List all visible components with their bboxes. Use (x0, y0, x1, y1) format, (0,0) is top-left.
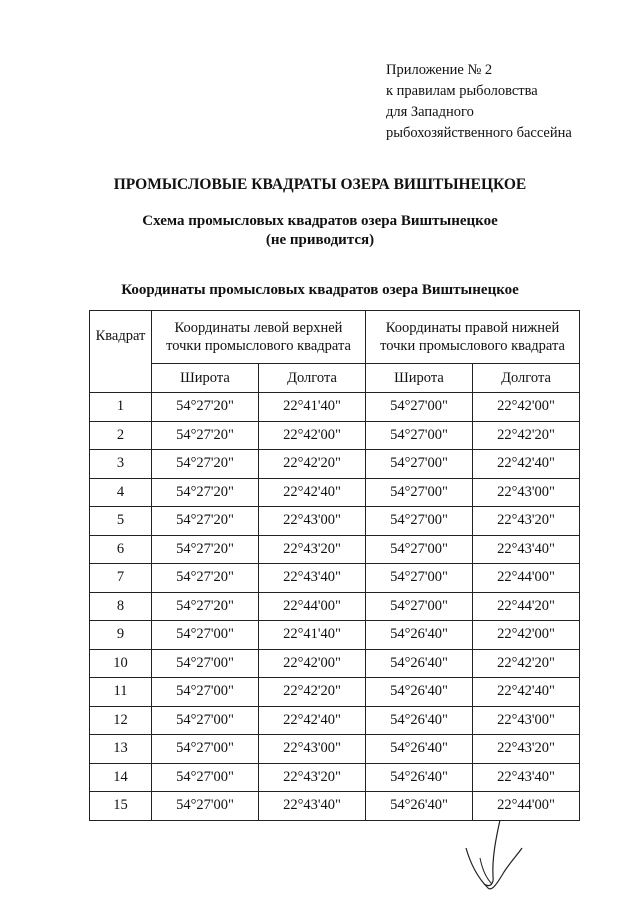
latitude-upper-left-cell: 54°27'00" (152, 649, 259, 678)
latitude-lower-right-cell: 54°27'00" (366, 393, 473, 422)
header-longitude-1: Долгота (259, 364, 366, 393)
longitude-upper-left-cell: 22°43'20" (259, 763, 366, 792)
latitude-lower-right-cell: 54°26'40" (366, 678, 473, 707)
table-row (90, 421, 580, 450)
scheme-heading (0, 212, 640, 250)
signature-mark (456, 818, 536, 898)
longitude-lower-right-cell: 22°43'20" (473, 735, 580, 764)
longitude-upper-left-cell: 22°42'40" (259, 478, 366, 507)
table-row (90, 450, 580, 479)
latitude-lower-right-cell: 54°27'00" (366, 450, 473, 479)
latitude-upper-left-cell: 54°27'00" (152, 735, 259, 764)
longitude-upper-left-cell: 22°42'20" (259, 678, 366, 707)
longitude-upper-left-cell: 22°44'00" (259, 592, 366, 621)
square-number-cell: 11 (90, 678, 152, 707)
header-lower-right-line-2: точки промыслового квадрата (380, 338, 565, 354)
latitude-lower-right-cell: 54°26'40" (366, 649, 473, 678)
square-number-cell: 13 (90, 735, 152, 764)
square-number-cell: 10 (90, 649, 152, 678)
latitude-upper-left-cell: 54°27'20" (152, 535, 259, 564)
longitude-lower-right-cell: 22°42'20" (473, 421, 580, 450)
latitude-upper-left-cell: 54°27'20" (152, 393, 259, 422)
coordinates-heading: Координаты промысловых квадратов озера Виштынецкое (121, 282, 519, 298)
longitude-upper-left-cell: 22°42'20" (259, 450, 366, 479)
table-row (90, 564, 580, 593)
coordinates-table (89, 310, 580, 821)
table-row (90, 478, 580, 507)
header-longitude-2: Долгота (473, 364, 580, 393)
scheme-heading-line-2: (не приводится) (265, 232, 375, 248)
table-row (90, 649, 580, 678)
square-number-cell: 12 (90, 706, 152, 735)
document-title: ПРОМЫСЛОВЫЕ КВАДРАТЫ ОЗЕРА ВИШТЫНЕЦКОЕ (113, 176, 527, 193)
latitude-upper-left-cell: 54°27'20" (152, 421, 259, 450)
table-row (90, 735, 580, 764)
square-number-cell: 14 (90, 763, 152, 792)
longitude-upper-left-cell: 22°43'20" (259, 535, 366, 564)
longitude-lower-right-cell: 22°43'00" (473, 706, 580, 735)
table-row (90, 507, 580, 536)
latitude-lower-right-cell: 54°26'40" (366, 706, 473, 735)
latitude-lower-right-cell: 54°26'40" (366, 621, 473, 650)
longitude-upper-left-cell: 22°43'00" (259, 735, 366, 764)
latitude-upper-left-cell: 54°27'20" (152, 450, 259, 479)
appendix-line-2: к правилам рыболовства (386, 83, 538, 99)
longitude-lower-right-cell: 22°43'40" (473, 763, 580, 792)
appendix-line-4: рыбохозяйственного бассейна (386, 125, 572, 141)
longitude-lower-right-cell: 22°43'40" (473, 535, 580, 564)
header-lower-right-line-1: Координаты правой нижней (385, 320, 560, 336)
square-number-cell: 3 (90, 450, 152, 479)
longitude-lower-right-cell: 22°44'00" (473, 564, 580, 593)
table-row (90, 621, 580, 650)
latitude-lower-right-cell: 54°27'00" (366, 507, 473, 536)
header-upper-left-line-1: Координаты левой верхней (174, 320, 343, 336)
latitude-lower-right-cell: 54°26'40" (366, 735, 473, 764)
latitude-upper-left-cell: 54°27'00" (152, 678, 259, 707)
header-upper-left-line-2: точки промыслового квадрата (166, 338, 351, 354)
square-number-cell: 9 (90, 621, 152, 650)
latitude-upper-left-cell: 54°27'00" (152, 763, 259, 792)
square-number-cell: 8 (90, 592, 152, 621)
table-row (90, 393, 580, 422)
longitude-lower-right-cell: 22°43'20" (473, 507, 580, 536)
square-number-cell: 6 (90, 535, 152, 564)
scheme-heading-line-1: Схема промысловых квадратов озера Виштынецкое (142, 213, 498, 229)
latitude-lower-right-cell: 54°27'00" (366, 535, 473, 564)
longitude-lower-right-cell: 22°44'00" (473, 792, 580, 821)
table-body (90, 393, 580, 821)
header-square: Квадрат (90, 311, 152, 393)
header-lower-right-point (366, 311, 580, 364)
square-number-cell: 4 (90, 478, 152, 507)
table-row (90, 592, 580, 621)
square-number-cell: 1 (90, 393, 152, 422)
longitude-lower-right-cell: 22°42'40" (473, 678, 580, 707)
appendix-line-1: Приложение № 2 (386, 62, 493, 78)
longitude-upper-left-cell: 22°43'40" (259, 792, 366, 821)
latitude-lower-right-cell: 54°27'00" (366, 592, 473, 621)
longitude-lower-right-cell: 22°42'20" (473, 649, 580, 678)
table-row (90, 792, 580, 821)
longitude-lower-right-cell: 22°42'00" (473, 393, 580, 422)
latitude-upper-left-cell: 54°27'00" (152, 706, 259, 735)
appendix-note (386, 60, 572, 144)
latitude-upper-left-cell: 54°27'20" (152, 478, 259, 507)
square-number-cell: 5 (90, 507, 152, 536)
header-latitude-1: Широта (152, 364, 259, 393)
square-number-cell: 7 (90, 564, 152, 593)
square-number-cell: 2 (90, 421, 152, 450)
latitude-upper-left-cell: 54°27'00" (152, 792, 259, 821)
latitude-lower-right-cell: 54°27'00" (366, 478, 473, 507)
latitude-lower-right-cell: 54°27'00" (366, 564, 473, 593)
header-upper-left-point (152, 311, 366, 364)
latitude-lower-right-cell: 54°26'40" (366, 792, 473, 821)
longitude-upper-left-cell: 22°42'00" (259, 649, 366, 678)
longitude-upper-left-cell: 22°41'40" (259, 621, 366, 650)
table-row (90, 763, 580, 792)
latitude-upper-left-cell: 54°27'20" (152, 592, 259, 621)
header-latitude-2: Широта (366, 364, 473, 393)
longitude-upper-left-cell: 22°43'40" (259, 564, 366, 593)
latitude-lower-right-cell: 54°27'00" (366, 421, 473, 450)
longitude-lower-right-cell: 22°42'40" (473, 450, 580, 479)
table-row (90, 678, 580, 707)
table-row (90, 535, 580, 564)
latitude-upper-left-cell: 54°27'20" (152, 564, 259, 593)
longitude-lower-right-cell: 22°42'00" (473, 621, 580, 650)
table-row (90, 706, 580, 735)
longitude-lower-right-cell: 22°44'20" (473, 592, 580, 621)
latitude-upper-left-cell: 54°27'00" (152, 621, 259, 650)
latitude-lower-right-cell: 54°26'40" (366, 763, 473, 792)
latitude-upper-left-cell: 54°27'20" (152, 507, 259, 536)
longitude-lower-right-cell: 22°43'00" (473, 478, 580, 507)
longitude-upper-left-cell: 22°41'40" (259, 393, 366, 422)
square-number-cell: 15 (90, 792, 152, 821)
longitude-upper-left-cell: 22°43'00" (259, 507, 366, 536)
longitude-upper-left-cell: 22°42'40" (259, 706, 366, 735)
appendix-line-3: для Западного (386, 104, 474, 120)
longitude-upper-left-cell: 22°42'00" (259, 421, 366, 450)
